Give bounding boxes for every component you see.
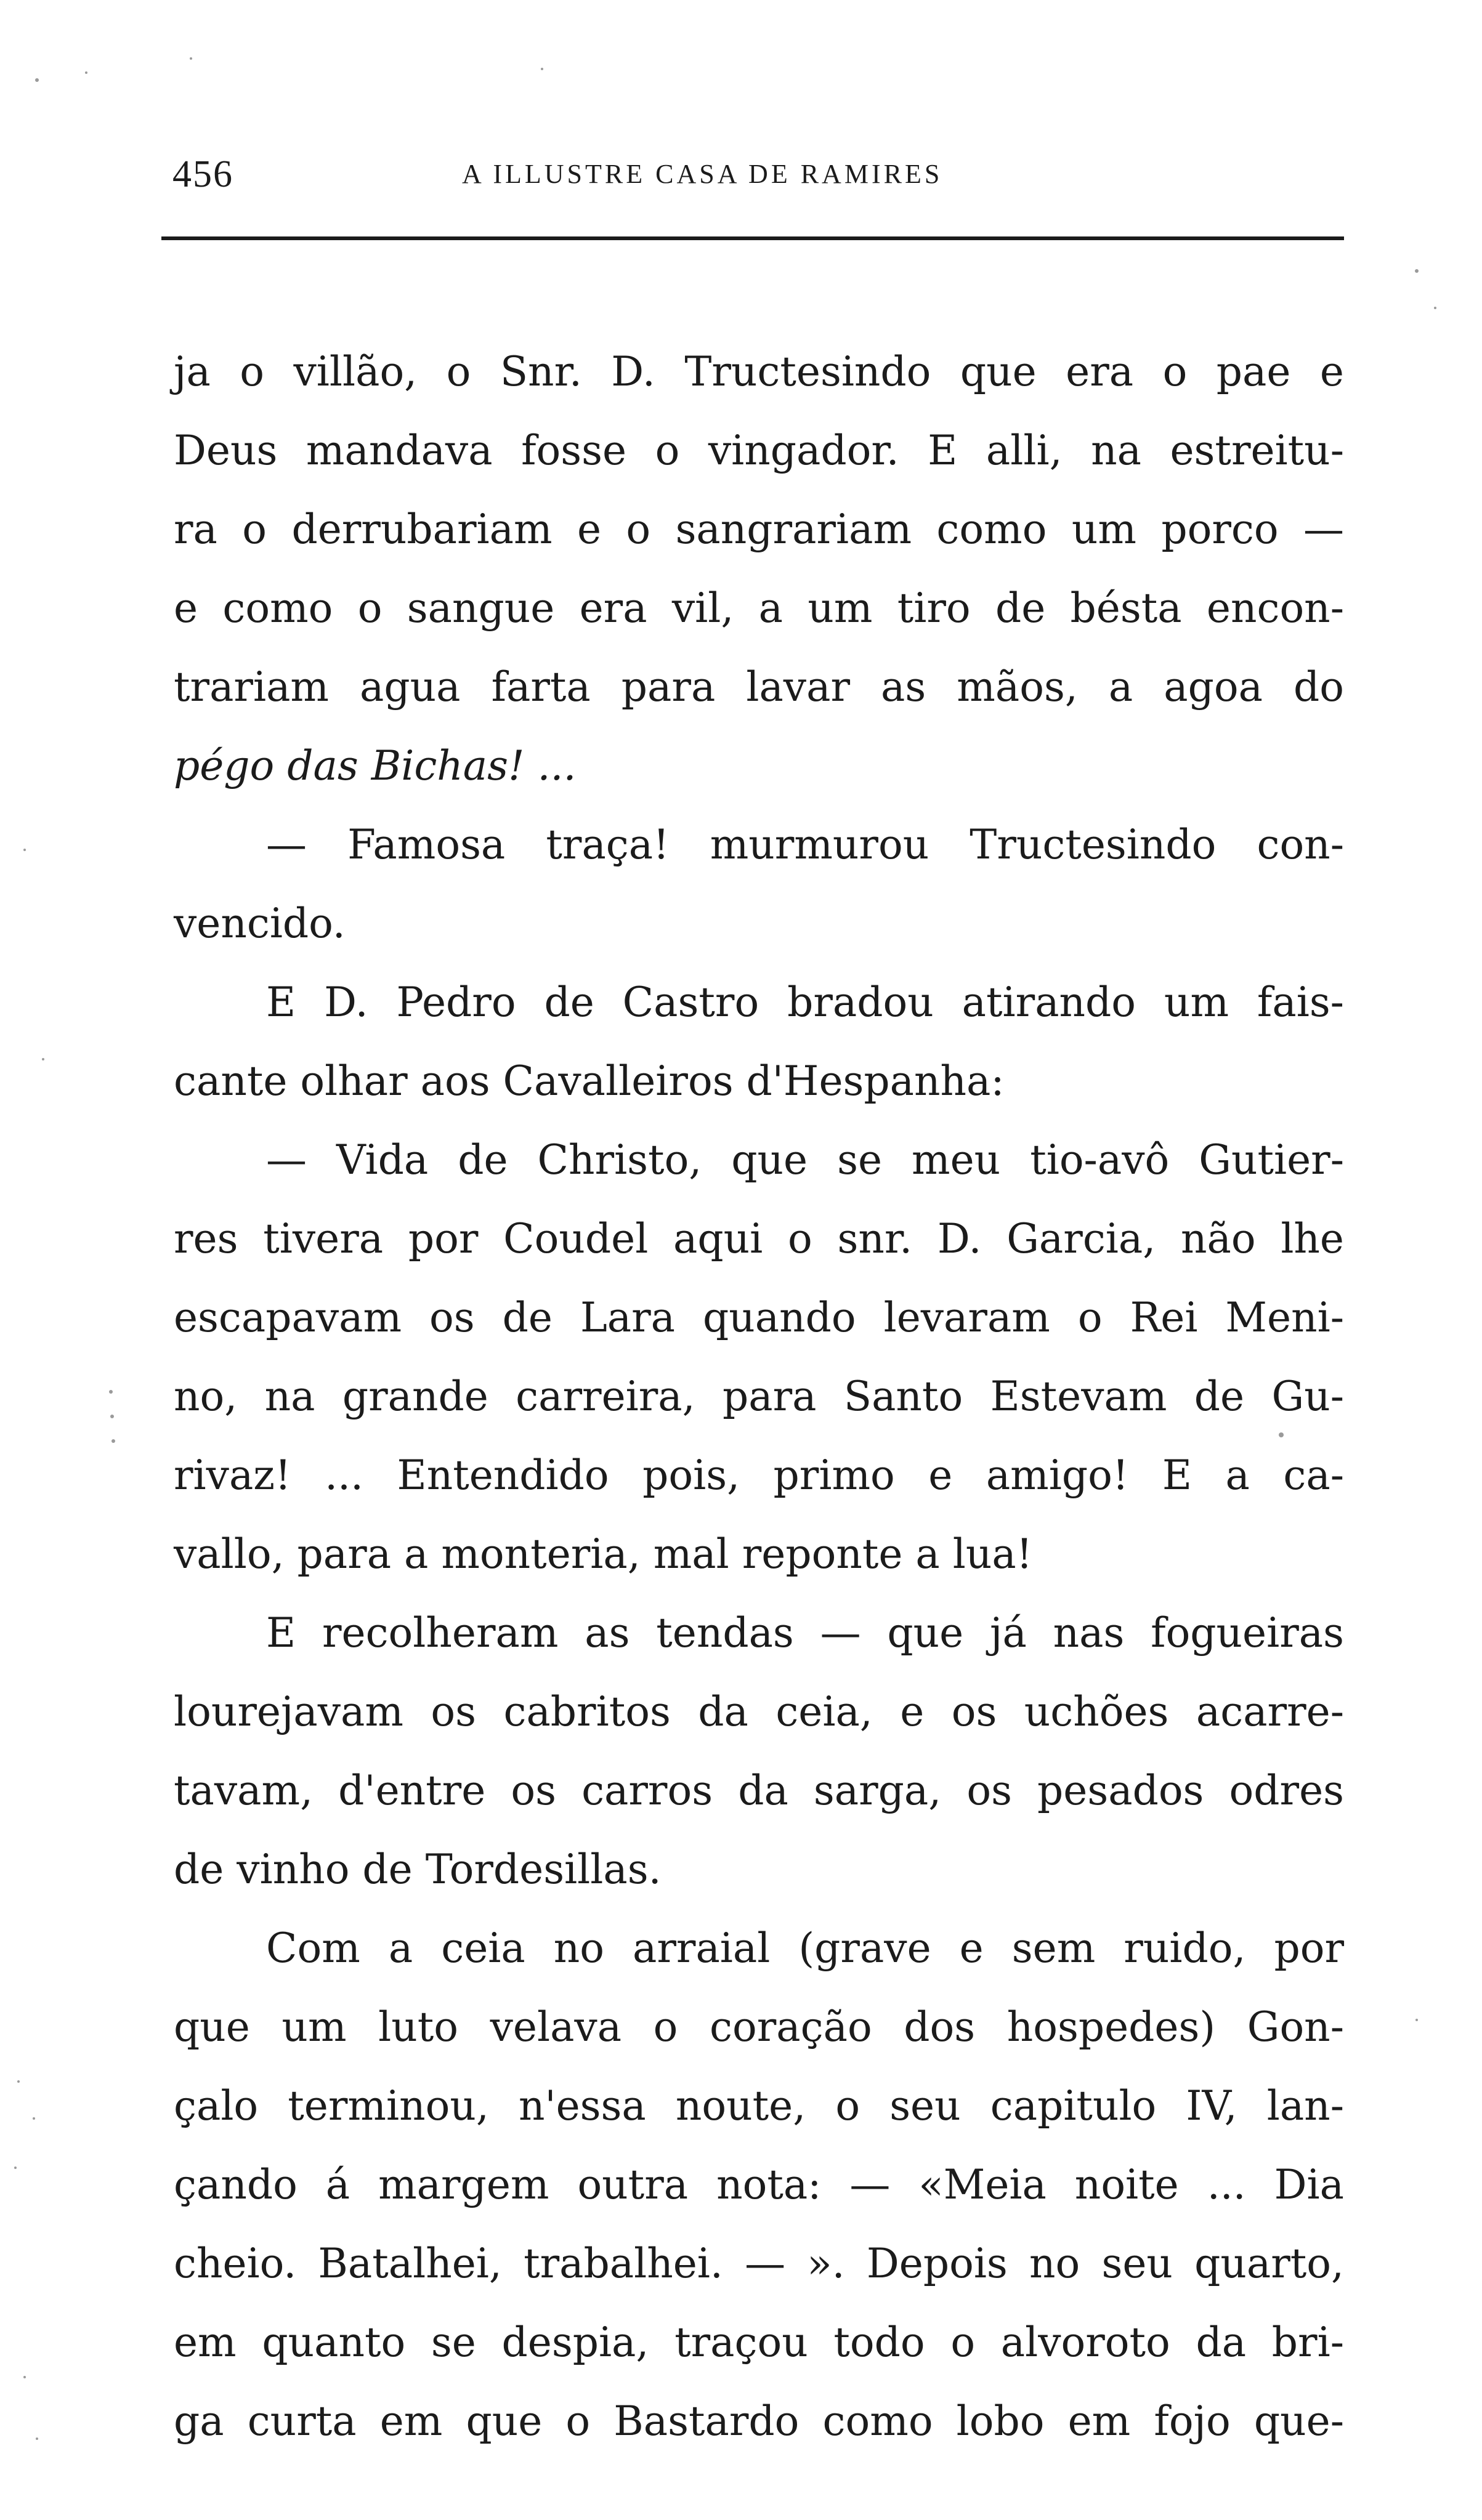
text-line: pégo das Bichas! ... (174, 742, 577, 790)
text-line: ja o villão, o Snr. D. Tructesindo que era o pae e (174, 348, 1344, 395)
text-line: em quanto se despia, traçou todo o alvoroto da bri- (174, 2319, 1344, 2366)
text-line: rivaz! ... Entendido pois, primo e amigo! E a ca- (174, 1452, 1344, 1499)
running-title: A ILLUSTRE CASA DE RAMIRES (462, 159, 943, 189)
text-line: — Famosa traça! murmurou Tructesindo con- (266, 821, 1344, 868)
text-line: cheio. Batalhei, trabalhei. — ». Depois no seu quarto, (174, 2240, 1344, 2287)
text-line: lourejavam os cabritos da ceia, e os uchões acarre- (174, 1688, 1344, 1735)
text-line: vencido. (174, 900, 346, 947)
text-line: E D. Pedro de Castro bradou atirando um fais- (266, 979, 1344, 1026)
text-line: e como o sangue era vil, a um tiro de bésta encon- (174, 584, 1344, 632)
text-line: de vinho de Tordesillas. (174, 1846, 662, 1893)
text-line: Com a ceia no arraial (grave e sem ruido, por (266, 1924, 1344, 1972)
text-line: — Vida de Christo, que se meu tio-avô Gutier- (266, 1136, 1344, 1184)
text-line: trariam agua farta para lavar as mãos, a agoa do (174, 663, 1344, 711)
text-line: res tivera por Coudel aqui o snr. D. Garcia, não lhe (174, 1215, 1344, 1262)
text-line: ga curta em que o Bastardo como lobo em fojo que- (174, 2397, 1344, 2445)
text-line: no, na grande carreira, para Santo Estevam de Gu- (174, 1373, 1344, 1420)
text-line: cante olhar aos Cavalleiros d'Hespanha: (174, 1057, 1005, 1105)
header-rule (161, 236, 1344, 240)
page-header (172, 147, 1343, 202)
text-line: çando á margem outra nota: — «Meia noite ... Dia (174, 2161, 1344, 2208)
text-line: escapavam os de Lara quando levaram o Rei Meni- (174, 1294, 1344, 1341)
body-text (174, 333, 1344, 2461)
text-line: que um luto velava o coração dos hospedes) Gon- (174, 2003, 1344, 2051)
text-line: E recolheram as tendas — que já nas fogueiras (266, 1609, 1344, 1657)
text-line: vallo, para a monteria, mal reponte a lua! (174, 1530, 1033, 1578)
text-line: çalo terminou, n'essa noute, o seu capitulo IV, lan- (174, 2082, 1344, 2130)
text-line: Deus mandava fosse o vingador. E alli, na estreitu- (174, 427, 1344, 474)
page-number: 456 (172, 153, 233, 195)
text-line: tavam, d'entre os carros da sarga, os pesados odres (174, 1767, 1344, 1814)
text-line: ra o derrubariam e o sangrariam como um porco — (174, 506, 1344, 553)
